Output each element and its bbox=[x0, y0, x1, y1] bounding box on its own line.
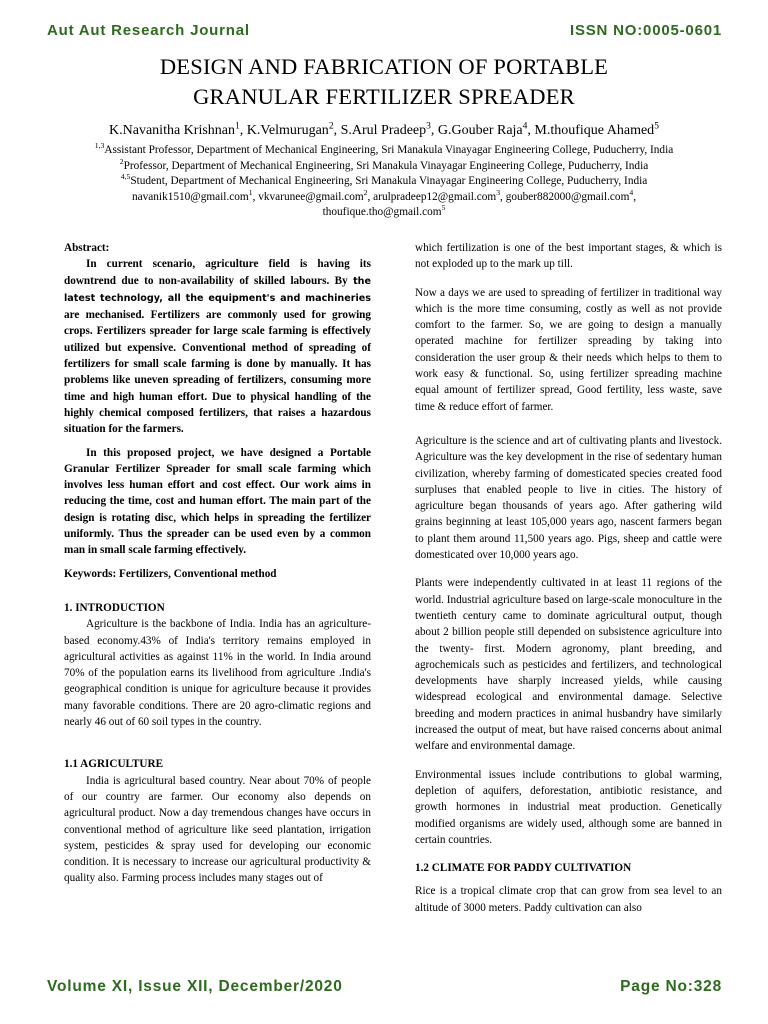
email-link[interactable]: gouber882000@gmail.com bbox=[505, 190, 630, 203]
section-heading-climate: 1.2 CLIMATE FOR PADDY CULTIVATION bbox=[415, 862, 632, 875]
issn-number: ISSN NO:0005-0601 bbox=[569, 22, 722, 39]
right-column bbox=[415, 240, 722, 916]
author-name: K.Navanitha Krishnan bbox=[109, 123, 235, 138]
author-sup: 2 bbox=[328, 121, 334, 132]
body-paragraph: Plants were independently cultivated in at least 11 regions of the world. Industrial agriculture based on large-scale monoculture in the twentieth century came to dominate agricultural output, though about 2 billion people still depended on subsistence agriculture into the twenty- first. Modern agronomy, plant breeding, and agrochemicals such as pesticides and fertilizers, and technological developments have sharply increased yields, while causing widespread ecological and environmental damage. Selective breeding and modern practices in animal husbandry have similarly increased the output of meat, but have raised concerns about animal welfare and environmental damage. bbox=[415, 577, 722, 753]
affiliation-text: Assistant Professor, Department of Mechanical Engineering, Sri Manakula Vinayagar Engineering College, Puducherry, India bbox=[104, 144, 674, 156]
email-link[interactable]: vkvarunee@gmail.com bbox=[258, 190, 364, 203]
email-sup: 2 bbox=[363, 188, 368, 198]
affiliation-line bbox=[40, 156, 728, 175]
abstract-paragraph-2: In this proposed project, we have designed a Portable Granular Fertilizer Spreader for small scale farming which involves less human effort and cost effect. Our work aims in reducing the time, cost and human effort. The main part of the design is rotating disc, which helps in spreading the fertilizer uniformly. Thus the spreader can be used even by a common man in small scale farming effectively. bbox=[64, 446, 371, 557]
affiliation-text: Student, Department of Mechanical Engineering, Sri Manakula Vinayagar Engineering College, Puducherry, India bbox=[130, 175, 648, 188]
affiliation-sup: 1,3 bbox=[94, 141, 105, 151]
abstract-label: Abstract: bbox=[64, 242, 110, 254]
body-paragraph: Agriculture is the science and art of cultivating plants and livestock. Agriculture was the key development in the rise of sedentary human civilization, whereby farming of domesticated species created food surpluses that enabled people to live in cities. The history of agriculture began thousands of years ago. After gathering wild grains beginning at least 105,000 years ago, nascent farmers began to plant them around 11,500 years ago. Pigs, sheep and cattle were domesticated over 10,000 years ago. bbox=[415, 434, 722, 562]
author-sup: 3 bbox=[426, 121, 431, 132]
affiliations bbox=[40, 143, 728, 221]
agriculture-paragraph: India is agricultural based country. Near about 70% of people of our country are farmer. Our economy also depends on agricultural product. Now a day tremendous changes have occurs in conventional method of agriculture like seed plantation, irrigation system, pesticides & spray used for developing our economic condition. It is necessary to increase our agricultural productivity & quality also. Farming process includes many stages out of bbox=[64, 774, 371, 885]
affiliation-line bbox=[40, 174, 728, 190]
author-name: K.Velmurugan bbox=[246, 123, 329, 138]
affiliation-line bbox=[40, 143, 728, 159]
author-name: M.thoufique Ahamed bbox=[534, 123, 655, 138]
left-column bbox=[64, 240, 371, 887]
section-heading-introduction: 1. INTRODUCTION bbox=[64, 601, 165, 614]
affiliation-sup: 4,5 bbox=[120, 172, 131, 182]
email-link[interactable]: arulpradeep12@gmail.com bbox=[373, 190, 497, 203]
email-sup: 3 bbox=[496, 188, 501, 198]
author-name: G.Gouber Raja bbox=[437, 123, 523, 138]
journal-name: Aut Aut Research Journal bbox=[47, 22, 250, 39]
email-sup: 4 bbox=[629, 188, 634, 198]
email-link[interactable]: thoufique.tho@gmail.com bbox=[322, 206, 442, 219]
introduction-paragraph: Agriculture is the backbone of India. India has an agriculture-based economy.43% of India's territory remains employed in agricultural activities as against 11% in the world. In India around 70% of the population earns its livelihood from agriculture .India's geographical condition is unique for agriculture because it provides many favorable conditions. There are 20 agro-climatic regions and nearly 46 out of 60 soil types in the country. bbox=[64, 618, 371, 729]
author-sup: 4 bbox=[522, 121, 528, 132]
abstract-text: are mechanised. Fertilizers are commonly used for growing crops. Fertilizers spreader for large scale farming is effectively utilized but expensive. Conventional method of spreading of fertilizers for small scale farming is done by manually. It has problems like uneven spreading of fertilizers, consuming more time and high human effort. Due to physical handling of the highly chemical composed fertilizers, that raises a hazardous situation for the farmers. bbox=[64, 309, 371, 436]
abstract-text: In current scenario, agriculture field is having its downtrend due to non-availability of skilled labours. By bbox=[64, 258, 371, 287]
page-number: Page No:328 bbox=[620, 978, 722, 995]
volume-issue: Volume XI, Issue XII, December/2020 bbox=[47, 978, 343, 995]
body-paragraph: which fertilization is one of the best important stages, & which is not exploded up to the mark up till. bbox=[415, 242, 722, 271]
author-name: S.Arul Pradeep bbox=[340, 123, 427, 138]
affiliation-sup: 2 bbox=[119, 156, 124, 166]
email-sup: 5 bbox=[441, 203, 446, 213]
title-line-1: DESIGN AND FABRICATION OF PORTABLE bbox=[159, 54, 609, 79]
body-paragraph: Rice is a tropical climate crop that can grow from sea level to an altitude of 3000 meters. Paddy cultivation can also bbox=[415, 885, 722, 914]
abstract-paragraph-1 bbox=[64, 256, 371, 437]
keywords: Keywords: Fertilizers, Conventional method bbox=[64, 567, 277, 580]
author-sup: 1 bbox=[235, 121, 240, 132]
email-link[interactable]: navanik1510@gmail.com bbox=[131, 190, 249, 203]
email-line: navanik1510@gmail.com$^1$, vkvarunee@gmail.com$^2$, arulpradeep12@gmail.com$^3$, gouber882000@gmail.com$^4$, bbox=[131, 188, 637, 203]
section-heading-agriculture: 1.1 AGRICULTURE bbox=[64, 758, 164, 771]
affiliation-text: Professor, Department of Mechanical Engineering, Sri Manakula Vinayagar Engineering College, Puducherry, India bbox=[123, 159, 649, 172]
author-sup: 5 bbox=[654, 121, 659, 132]
body-paragraph: Environmental issues include contributions to global warming, depletion of aquifers, deforestation, antibiotic resistance, and growth hormones in industrial meat production. Genetically modified organisms are widely used, although some are banned in certain countries. bbox=[415, 768, 722, 846]
paper-title bbox=[60, 52, 708, 112]
email-sup: 1 bbox=[248, 188, 253, 198]
email-line bbox=[40, 205, 728, 221]
title-line-2: GRANULAR FERTILIZER SPREADER bbox=[193, 84, 575, 109]
abstract-text-odd: the latest technology, all the equipment's and machineries bbox=[64, 275, 371, 304]
body-paragraph: Now a days we are used to spreading of fertilizer in traditional way which is the more time consuming, costly as well as not provide comfort to the farmer. So, we are going to design a manually operated machine for fertilizer spreading by taking into consideration the user group & their needs which helps to them to work easy & functional. So, using fertilizer spreading machine equal amount of fertilizer spread, Good fertility, less waste, save time & reduce effort of farmer. bbox=[415, 286, 722, 413]
author-list: K.Navanitha Krishnan$^1$, K.Velmurugan$^2$, S.Arul Pradeep$^3$, G.Gouber Raja$^4$, M.thoufique Ahamed$^5$ bbox=[109, 121, 659, 138]
